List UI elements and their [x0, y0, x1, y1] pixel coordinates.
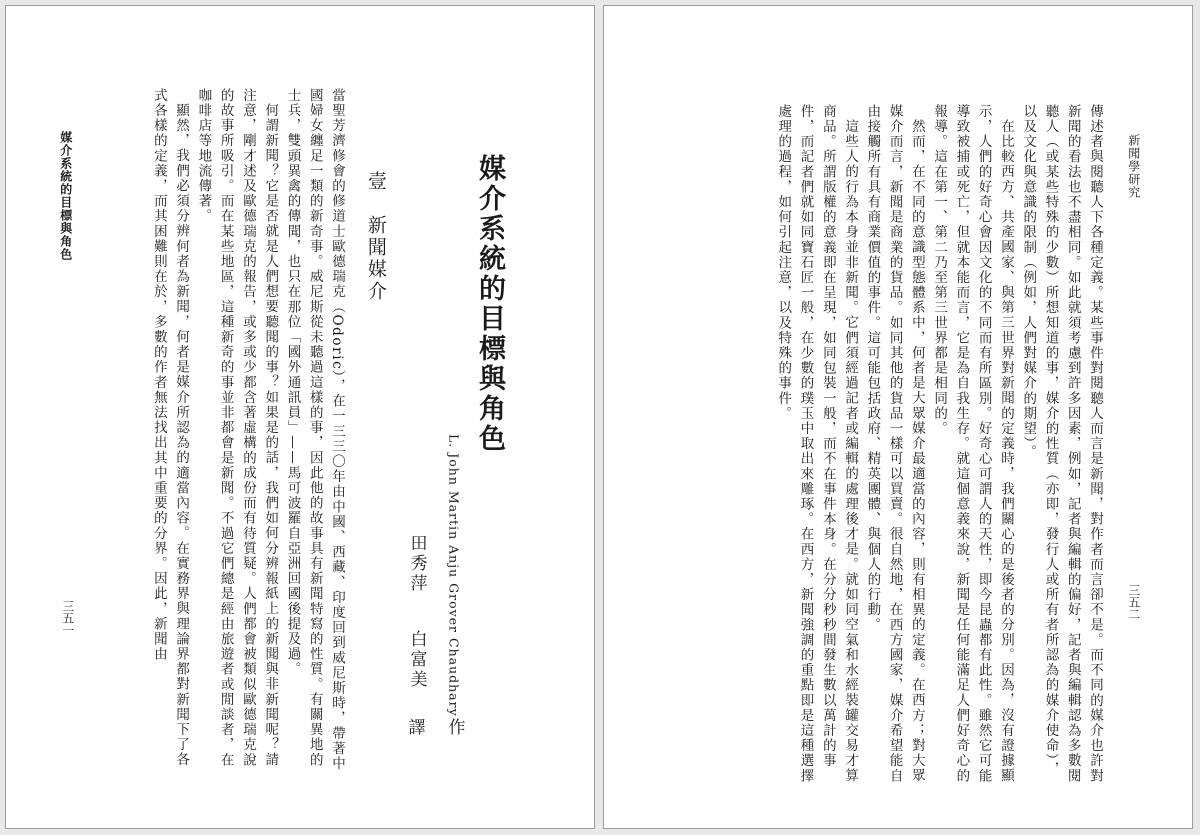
paragraph: 然而，在不同的意識型態體系中，何者是大眾媒介最適當的內容，則有相異的定義。在西方；對大眾媒介而言，新聞是商業的貨品。如同其他的貨品一樣可以買賣。很自然地，在西方國家，媒介希望能自由接觸所有具有商業價值的事件。這可能包括政府、精英團體、與個人的行動。 [864, 104, 925, 784]
body-text-left [90, 88, 348, 778]
author-name: L. John Martin Anju Grover Chaudhary [446, 434, 462, 717]
translator-2: 白富美 [406, 630, 427, 690]
paragraph: 這些人的行為本身並非新聞。它們須經過記者或編輯的處理後才是。就如同空氣和水經裝罐交易才算商品。所謂版權的意義即在呈現，如同包裝一般，而不在事件本身。在分分秒秒間發生數以萬計的事件，而記者們就如同寶石匠一般，在少數的璞玉中取出來雕琢。在西方，新聞強調的重點即是這種選擇處理的過程，如何引起注意，以及特殊的事件。 [775, 104, 859, 784]
paragraph: 傳述者與閱聽人下各種定義。某些事件對閱聽人而言是新聞，對作者而言卻不是。而不同的媒介也許對新聞的看法也不盡相同。如此就須考慮到許多因素，例如，記者與編輯的偏好，記者與編輯認為多數閱聽人（或某些特殊的少數）所想知道的事，媒介的性質（亦即，發行人或所有者所認為的媒介使命），以及文化與意識的限制（例如，人們對媒介的期望）。 [1020, 104, 1103, 784]
author-role: 作 [444, 718, 465, 735]
paragraph: 在比較西方、共產國家、與第三世界對新聞的定義時，我們關心的是後者的分別。因為，沒有證據顯示，人們的好奇心會因文化的不同而有所區別。好奇心可謂人的天性，即今昆蟲都有此性。雖然它可能導致被捕或死亡，但就本能而言，它是為自我生存。就這個意義來說，新聞是任何能滿足人們好奇心的報導。這在第一、第二乃至第三世界都是相同的。 [931, 104, 1014, 784]
translator-role: 譯 [404, 718, 425, 735]
article-title: 媒介系統的目標與角色 [474, 154, 506, 454]
paragraph: 何謂新聞？它是否就是人們想要聽聞的事？如果是的話，我們如何分辨報紙上的新聞與非新聞呢？請注意，剛才述及歐德瑞克的報告，或多或少都含著虛構的成份而有待質疑。人們都會被類似歐德瑞克說的故事所吸引。而在某些地區，這種新奇的事並非都會是新聞。不過它們總是經由旅遊者或閒談者，在咖啡店等地流傳著。 [195, 88, 279, 768]
running-header-right: 新聞學研究 [1126, 134, 1141, 199]
paragraph: 當聖芳濟修會的修道士歐德瑞克（Odoric），在一三三〇年由中國、西藏、印度回到威尼斯時，帶著中國婦女纏足一類的新奇事。威尼斯從未聽過這樣的事，因此他的故事具有新聞特寫的性質。有關異地的士兵，雙頭異禽的傳聞，也只在那位「國外通訊員」——馬可波羅自亞洲回國後提及過。 [284, 88, 345, 772]
section-heading: 壹 新聞媒介 [364, 171, 387, 303]
page-number-left: 三五一 [60, 600, 75, 636]
left-page [5, 5, 595, 829]
right-page [603, 5, 1193, 829]
running-header-left: 媒介系統的目標與角色 [58, 131, 73, 261]
body-text-right [716, 104, 1106, 784]
paragraph: 顯然，我們必須分辨何者為新聞，何者是媒介所認為的適當內容。在實務界與理論界都對新聞下了各式各樣的定義，而其困難則在於，多數的作者無法找出其中重要的分界。因此，新聞由 [150, 88, 190, 768]
translator-1: 田秀萍 [406, 534, 427, 594]
page-number-right: 三五二 [1126, 584, 1141, 620]
